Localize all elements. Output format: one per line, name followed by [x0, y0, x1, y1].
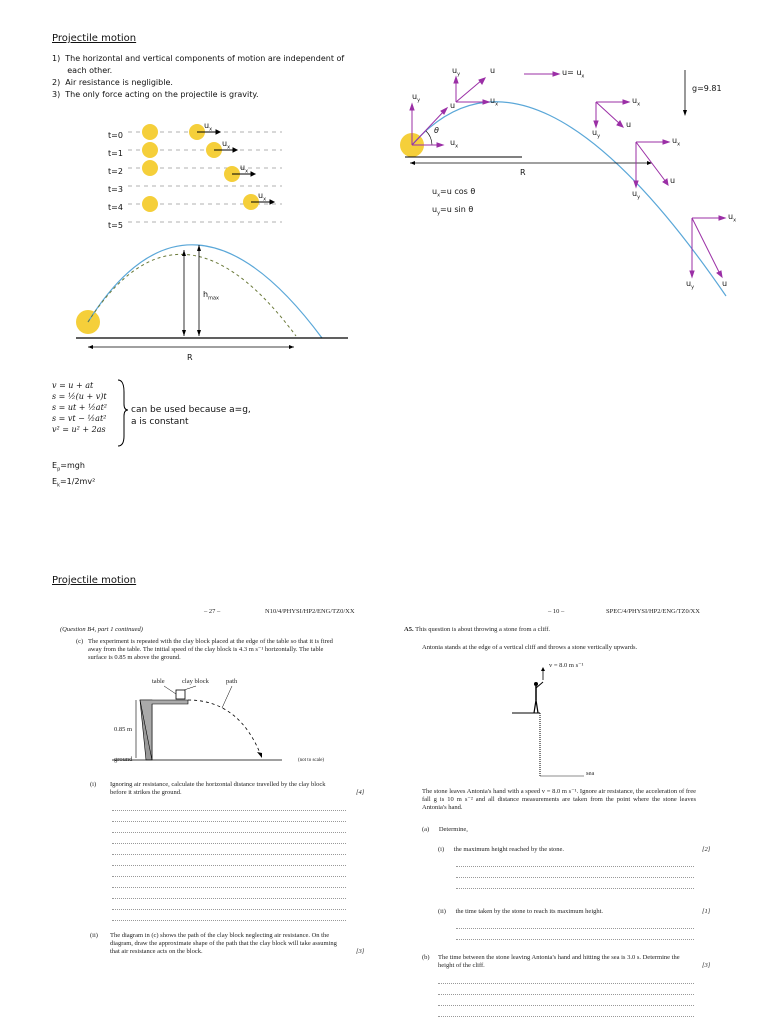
page-title: Projectile motion [52, 33, 137, 44]
part-label: (i) [438, 846, 445, 853]
section-title: Projectile motion [52, 575, 137, 586]
equation: s = vt − ½at² [52, 414, 107, 423]
part-a [422, 826, 468, 834]
time-label: t=4 [108, 203, 123, 212]
u-label: u [722, 279, 728, 288]
continued-note: (Question B4, part 1 continued) [60, 626, 143, 633]
uy-label: $u_y$ [632, 189, 641, 201]
u-label: u [450, 101, 456, 110]
note-line: 3) The only force acting on the projectile is gravity. [52, 90, 259, 99]
time-label: t=5 [108, 221, 123, 230]
ux-label: $u_x$ [632, 96, 641, 108]
label-path: path [226, 678, 238, 685]
time-label: t=3 [108, 185, 123, 194]
note-line: 2) Air resistance is negligible. [52, 78, 173, 87]
equation: s = ut + ½at² [52, 403, 107, 412]
answer-lines[interactable] [456, 918, 694, 940]
range-label: R [520, 168, 526, 177]
question-text: The diagram in (c) shows the path of the clay block neglecting air resistance. On the diagram, draw the approximate shape of the path that the clay block will take assuming that air resistance acts on the block. [110, 932, 337, 955]
part-label: (c) [76, 638, 84, 645]
paper-code: N10/4/PHYSI/HP2/ENG/TZ0/XX [265, 608, 355, 615]
question-text: The experiment is repeated with the clay block placed at the edge of the table so that it is fired away from the table. The initial speed of the clay block is 4.3 m s⁻¹ horizontally. The table surface is 0.85 m above the ground. [88, 638, 333, 661]
question-text: the maximum height reached by the stone. [453, 846, 565, 853]
uy-label: $u_y$ [452, 66, 461, 78]
velocity-label: v = 8.0 m s⁻¹ [549, 662, 584, 669]
uy-label: $u_y$ [686, 279, 695, 291]
ux-formula: $u_x=u$ cos θ [432, 187, 476, 199]
page-number: – 27 – [204, 608, 221, 615]
label-not-to-scale: (not to scale) [298, 758, 325, 763]
marks: [1] [702, 908, 711, 915]
kinetic-energy: $E_k=1/2mv^2$ [52, 476, 96, 489]
marks: [4] [356, 789, 365, 796]
part-b [422, 954, 712, 970]
part-a-ii [438, 908, 710, 916]
question-text: Ignoring air resistance, calculate the horizontal distance travelled by the clay block before it strikes the ground. [110, 781, 326, 796]
range-label: R [187, 353, 193, 362]
u-label: u [490, 66, 496, 75]
question-text: This question is about throwing a stone from a cliff. [415, 626, 551, 633]
person-head [534, 682, 538, 686]
equation: s = ½(u + v)t [52, 392, 107, 401]
u-label: u [670, 176, 676, 185]
u-equals-ux-label: $u= u_x$ [562, 68, 585, 80]
time-label: t=0 [108, 131, 123, 140]
ux-label: $u_x$ [240, 163, 249, 175]
time-label: t=2 [108, 167, 123, 176]
part-label: (i) [90, 781, 97, 788]
question-text: Determine, [438, 826, 468, 833]
ux-label: $u_x$ [258, 191, 267, 203]
paper-code: SPEC/4/PHYSI/HP2/ENG/TZ0/XX [606, 608, 700, 615]
marks: [2] [702, 846, 711, 853]
ux-label: $u_x$ [222, 139, 231, 151]
marks: [3] [702, 962, 711, 969]
label-table: table [152, 678, 165, 685]
question-number: A5. [404, 626, 414, 633]
time-label: t=1 [108, 149, 123, 158]
part-a-i [438, 846, 710, 854]
part-label: (ii) [438, 908, 446, 915]
equation: v = u + at [52, 381, 94, 390]
answer-lines[interactable] [438, 973, 694, 1017]
marks: [3] [356, 948, 365, 955]
ux-label: $u_x$ [490, 96, 499, 108]
page-number: – 10 – [548, 608, 565, 615]
uy-label: $u_y$ [412, 92, 421, 104]
gravity-label: g=9.81 [692, 84, 722, 93]
equation: v² = u² + 2as [52, 425, 106, 434]
note-line: 1) The horizontal and vertical components of motion are independent of [52, 54, 345, 63]
question-text: The time between the stone leaving Antonia's hand and hitting the sea is 3.0 s. Determine the height of the cliff. [438, 954, 680, 969]
ux-label: $u_x$ [672, 136, 681, 148]
ux-label: $u_x$ [728, 212, 737, 224]
potential-energy: $E_p=mgh$ [52, 461, 85, 473]
uy-formula: $u_y=u$ sin θ [432, 204, 474, 217]
equation-note: can be used because a=g, a is constant [131, 405, 251, 427]
question-text: the time taken by the stone to reach its maximum height. [455, 908, 604, 915]
part-label: (a) [422, 826, 430, 833]
label-clay-block: clay block [182, 678, 209, 685]
question-intro: Antonia stands at the edge of a vertical cliff and throws a stone vertically upwards. [422, 644, 638, 651]
note-line: each other. [52, 66, 113, 75]
label-ground: ground [114, 756, 133, 763]
answer-lines[interactable] [456, 856, 694, 889]
theta-label: θ [434, 126, 439, 135]
part-label: (ii) [90, 932, 98, 939]
u-label: u [626, 120, 632, 129]
question-body: The stone leaves Antonia's hand with a speed v = 8.0 m s⁻¹. Ignore air resistance, the acceleration of free fall g is 10 m s⁻² and all distance measurements are taken from the point where the stone leaves Antonia's hand. [422, 788, 696, 811]
hmax-label: $h_{max}$ [203, 290, 219, 302]
ux-label: $u_x$ [204, 121, 213, 133]
part-label: (b) [422, 954, 430, 961]
ux-label: $u_x$ [450, 138, 459, 150]
uy-label: $u_y$ [592, 128, 601, 140]
label-height: 0.85 m [114, 726, 133, 733]
sea-label: sea [586, 770, 595, 777]
